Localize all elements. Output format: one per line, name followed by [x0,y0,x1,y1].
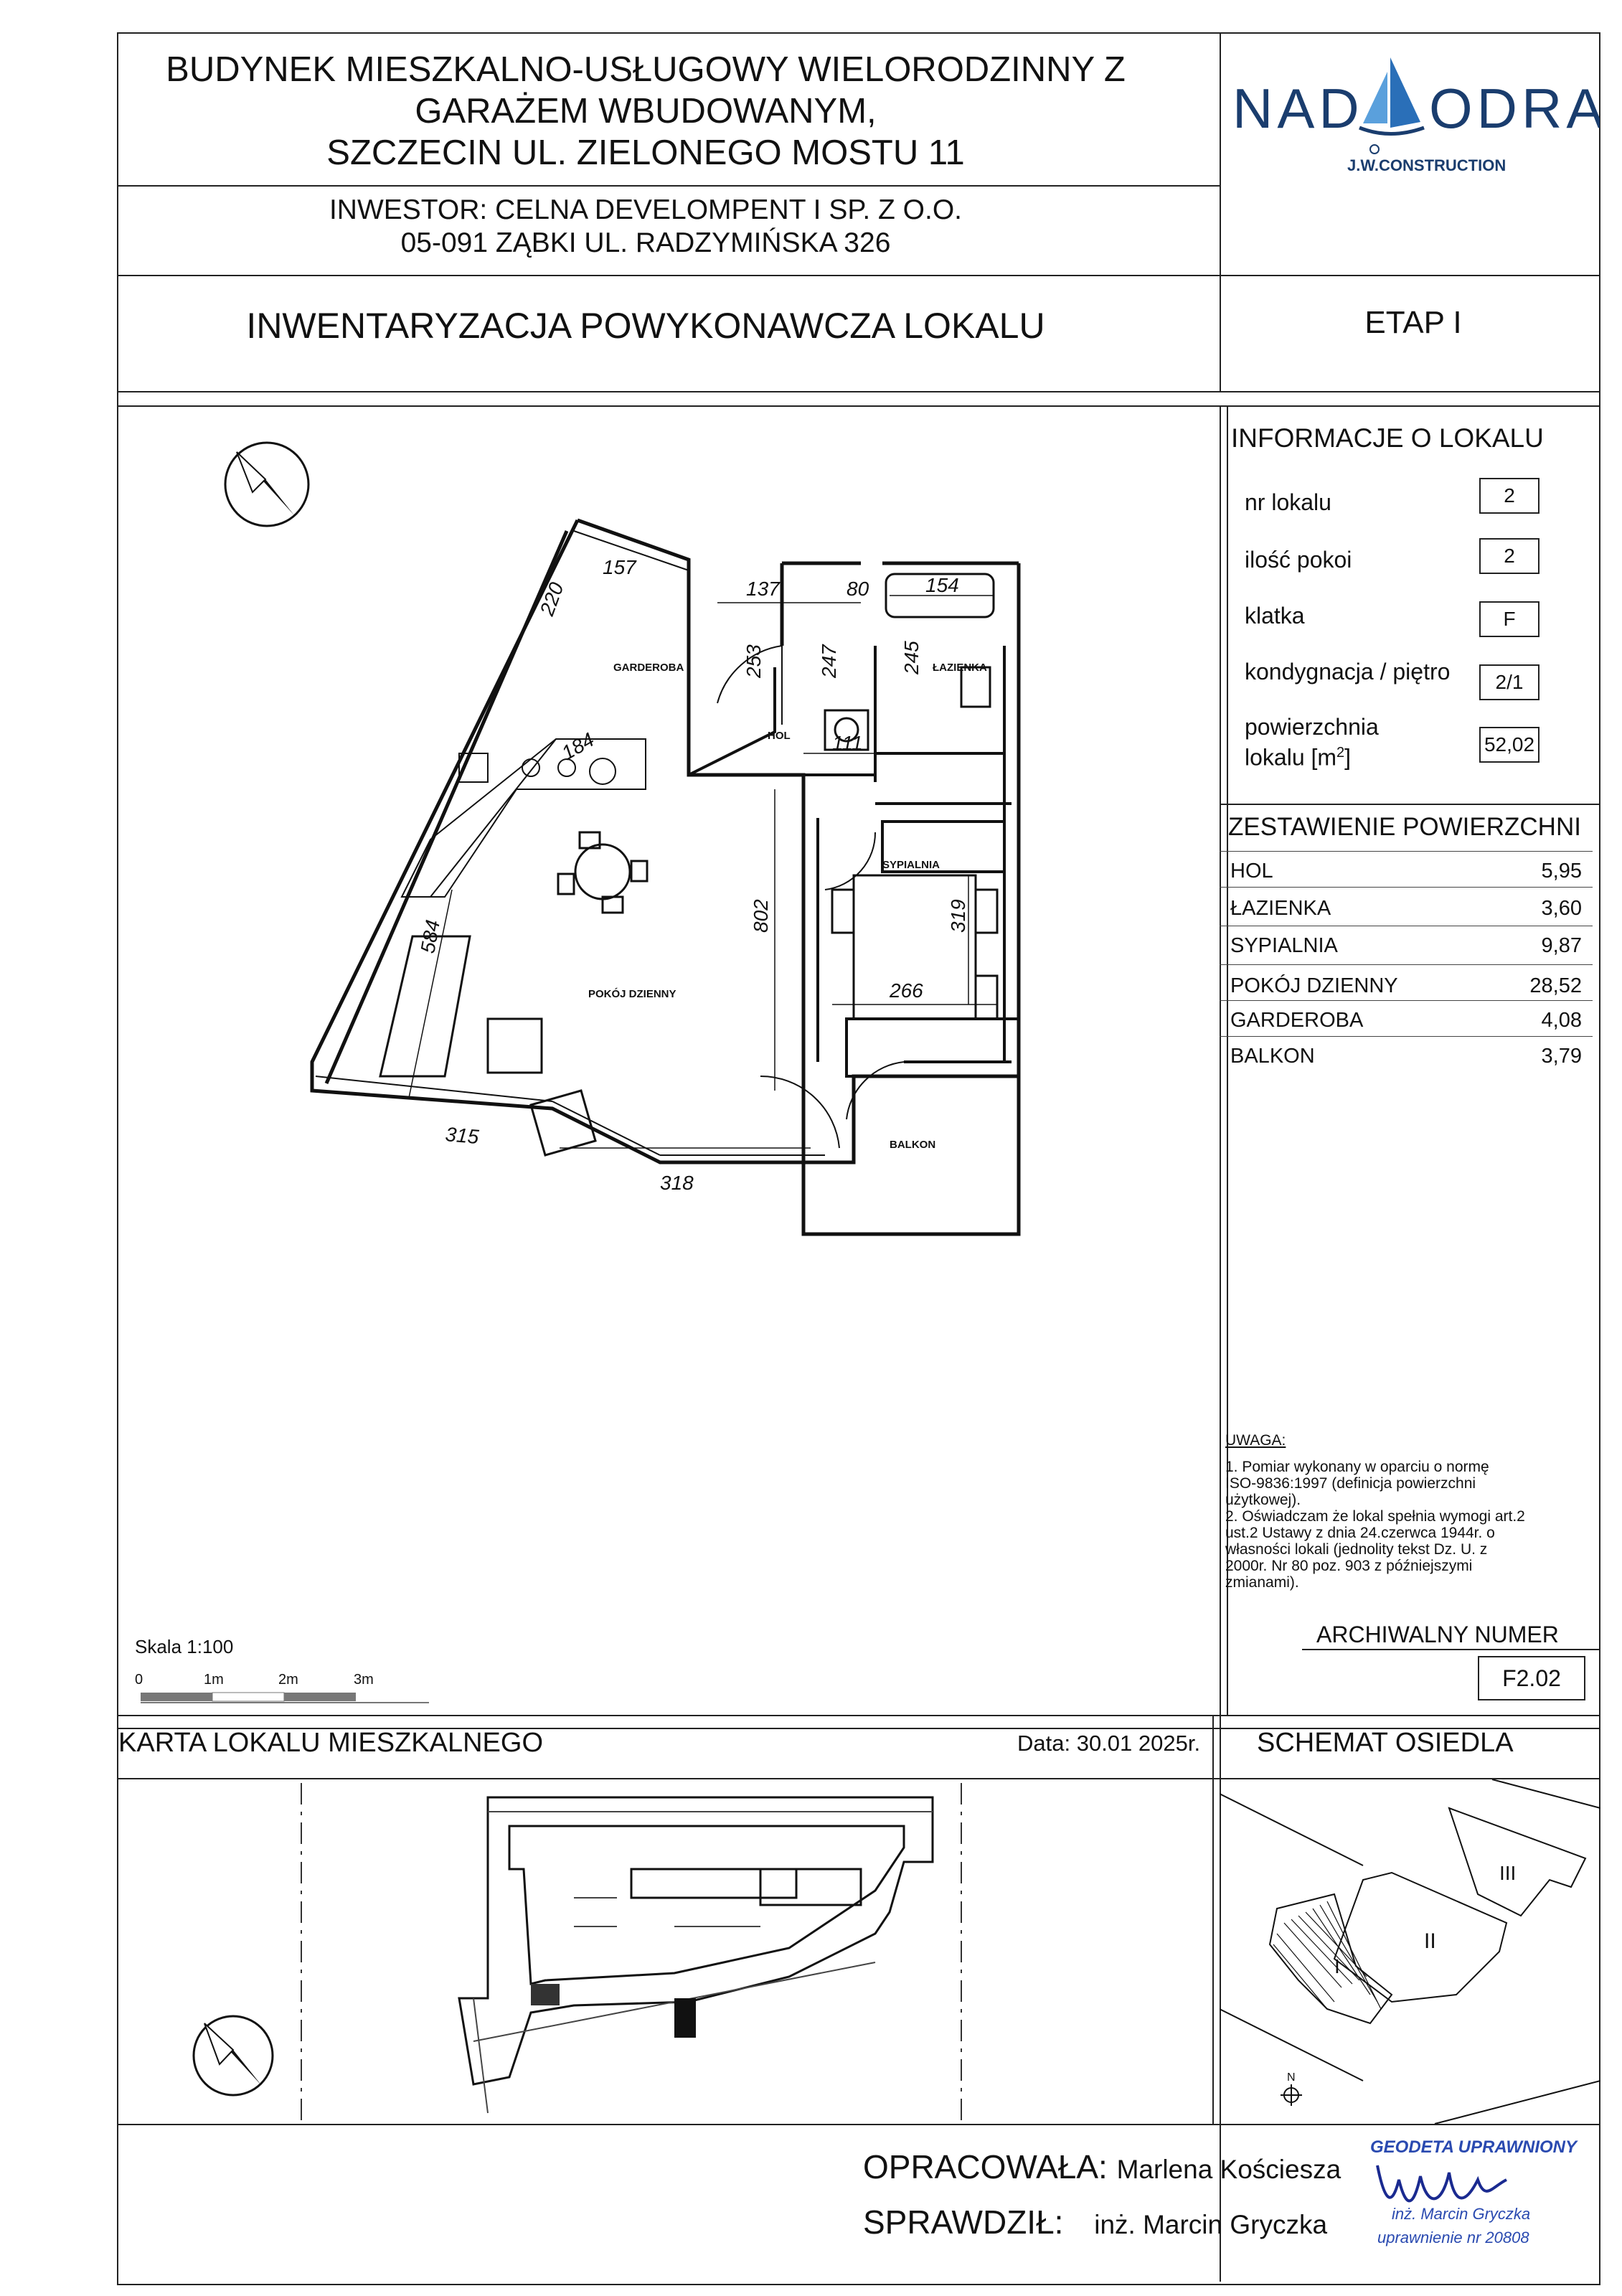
stamp-line: GEODETA UPRAWNIONY [1370,2137,1578,2157]
svg-text:NAD: NAD [1232,77,1364,140]
archive-heading: ARCHIWALNY NUMER [1316,1622,1559,1647]
checked-name: inż. Marcin Gryczka [1094,2210,1328,2239]
footer-divider [1212,1715,1214,2124]
info-value-area: 52,02 [1479,727,1540,763]
area-value: 3,60 [1541,897,1582,920]
scale-bar [135,1668,436,1711]
scheme-title: SCHEMAT OSIEDLA [1257,1728,1514,1758]
info-label-floor: kondygnacja / piętro [1245,659,1451,684]
area-value: 5,95 [1541,860,1582,883]
header-line-1 [117,185,1220,187]
notes-line: 2000r. Nr 80 poz. 903 z późniejszymi [1225,1558,1473,1574]
dimension-label: 584 [416,918,445,956]
info-heading: INFORMACJE O LOKALU [1231,423,1544,453]
area-value: 4,08 [1541,1009,1582,1032]
area-name: POKÓJ DZIENNY [1230,974,1398,997]
room-label: GARDEROBA [613,662,684,674]
area-name: HOL [1230,860,1273,883]
project-title-line: BUDYNEK MIESZKALNO-USŁUGOWY WIELORODZINNY Z [166,50,1126,89]
investor-info [118,194,1173,260]
card-title: KARTA LOKALU MIESZKALNEGO [118,1728,544,1758]
stage-label: ETAP I [1364,305,1462,340]
info-label-area [1245,714,1379,771]
logo-sub: J.W.CONSTRUCTION [1347,156,1507,174]
dimension-label: 220 [535,579,568,619]
project-title-line: SZCZECIN UL. ZIELONEGO MOSTU 11 [326,133,965,172]
notes-line: 2. Oświadczam że lokal spełnia wymogi art.2 [1225,1508,1525,1525]
site-scheme [1220,1779,1600,2124]
date-label: Data: 30.01 2025r. [1017,1731,1201,1756]
notes-line: 1. Pomiar wykonany w oparciu o normę [1225,1459,1489,1475]
info-value-floor: 2/1 [1479,664,1540,700]
header-divider [1220,32,1221,391]
area-row-hol [1230,860,1582,883]
compass-icon [1281,2084,1302,2106]
dimension-label: 266 [890,979,923,1002]
signature [1377,2165,1507,2201]
areas-separator [1220,887,1593,888]
area-name: SYPIALNIA [1230,934,1338,957]
area-unit-end: ] [1344,744,1352,771]
stamp-line: inż. Marcin Gryczka [1392,2205,1531,2223]
archive-number: F2.02 [1478,1656,1585,1700]
area-value: 3,79 [1541,1045,1582,1068]
area-value: 9,87 [1541,934,1582,957]
header-line-4 [117,405,1600,407]
areas-separator [1220,851,1593,852]
scale-tick: 1m [204,1672,224,1688]
dimension-label: 319 [947,899,969,933]
prepared-by [863,2147,1341,2186]
archive-underline [1302,1649,1600,1650]
investor-line: 05-091 ZĄBKI UL. RADZYMIŃSKA 326 [400,227,891,258]
svg-text:ODRA: ODRA [1429,77,1600,140]
room-label: HOL [768,730,791,742]
dimension-label: 157 [603,556,636,578]
scheme-label: I [1334,1955,1340,1977]
prepared-name: Marlena Kościesza [1116,2155,1342,2184]
area-row-bathroom [1230,897,1582,921]
area-unit-sup: 2 [1336,745,1345,761]
header-line-2 [117,275,1600,276]
surveyor-stamp [1363,2137,1578,2252]
dimension-label: 154 [925,574,959,596]
dimension-label: 80 [847,578,869,600]
area-row-bedroom [1230,934,1582,958]
dimension-label: 315 [444,1123,480,1149]
dimension-label: 318 [660,1172,694,1194]
logo [1227,43,1600,187]
north-arrow-icon [194,2016,273,2095]
scale-tick: 0 [135,1672,143,1688]
project-title [118,49,1173,174]
investor-line: INWESTOR: CELNA DEVELOMPENT I SP. Z O.O. [329,194,963,225]
north-arrow-icon [225,443,308,526]
dimension-label: 137 [746,578,780,600]
dimension-label: 253 [742,644,765,678]
info-label-unit-number: nr lokalu [1245,489,1331,515]
room-label: SYPIALNIA [882,859,940,871]
areas-separator [1220,964,1593,965]
info-label-staircase: klatka [1245,603,1305,629]
area-row-wardrobe [1230,1009,1582,1032]
footer-line-1 [117,1715,1600,1716]
info-label-area-line1: powierzchnia [1245,714,1379,740]
header-line-3 [117,391,1600,392]
area-name: GARDEROBA [1230,1009,1364,1032]
room-label: POKÓJ DZIENNY [588,988,676,1000]
areas-heading: ZESTAWIENIE POWIERZCHNI [1228,813,1581,841]
scheme-label: N [1287,2071,1296,2084]
dimension-label: 802 [750,899,772,933]
area-unit-text: lokalu [m [1245,744,1337,771]
sailboat-icon [1390,57,1420,128]
info-label-room-count: ilość pokoi [1245,547,1352,573]
info-label-area-line2 [1245,740,1379,771]
areas-separator [1220,1000,1593,1001]
info-value-unit-number: 2 [1479,478,1540,514]
dimension-label: 247 [818,644,840,678]
info-separator [1220,804,1600,805]
notes-line: własności lokali (jednolity tekst Dz. U. z [1225,1541,1488,1558]
info-value-room-count: 2 [1479,538,1540,574]
building-plan [172,1783,1177,2120]
scale-tick: 2m [278,1672,298,1688]
document-title: INWENTARYZACJA POWYKONAWCZA LOKALU [246,306,1045,346]
scale-label: Skala 1:100 [135,1636,234,1657]
info-value-staircase: F [1479,601,1540,637]
notes-heading: UWAGA: [1225,1432,1286,1449]
scheme-label: III [1499,1862,1517,1884]
area-row-balcony [1230,1045,1582,1068]
areas-separator [1220,1036,1593,1037]
notes-line: ISO-9836:1997 (definicja powierzchni [1225,1475,1476,1492]
dimension-label: 111 [832,732,863,754]
room-label: ŁAZIENKA [933,662,987,674]
floor-plan [215,430,1076,1277]
dimension-label: 245 [900,641,923,674]
notes-line: ust.2 Ustawy z dnia 24.czerwca 1944r. o [1225,1525,1495,1541]
notes-line: zmianami). [1225,1574,1299,1591]
prepared-label: OPRACOWAŁA: [863,2148,1108,2186]
notes [1225,1432,1591,1591]
checked-by [863,2203,1327,2241]
area-row-living [1230,974,1582,998]
checked-label: SPRAWDZIŁ: [863,2203,1064,2241]
logo-mark [1227,43,1600,187]
project-title-line: GARAŻEM WBUDOWANYM, [415,92,877,131]
area-value: 28,52 [1529,974,1582,997]
notes-line: użytkowej). [1225,1492,1301,1508]
area-name: ŁAZIENKA [1230,897,1331,920]
stamp-line: uprawnienie nr 20808 [1377,2229,1529,2246]
scheme-label: II [1424,1929,1436,1953]
dimension-label: 184 [557,728,598,765]
scale-tick: 3m [354,1672,374,1688]
footer-line-4 [117,2124,1600,2125]
area-name: BALKON [1230,1045,1315,1068]
room-label: BALKON [890,1139,936,1151]
